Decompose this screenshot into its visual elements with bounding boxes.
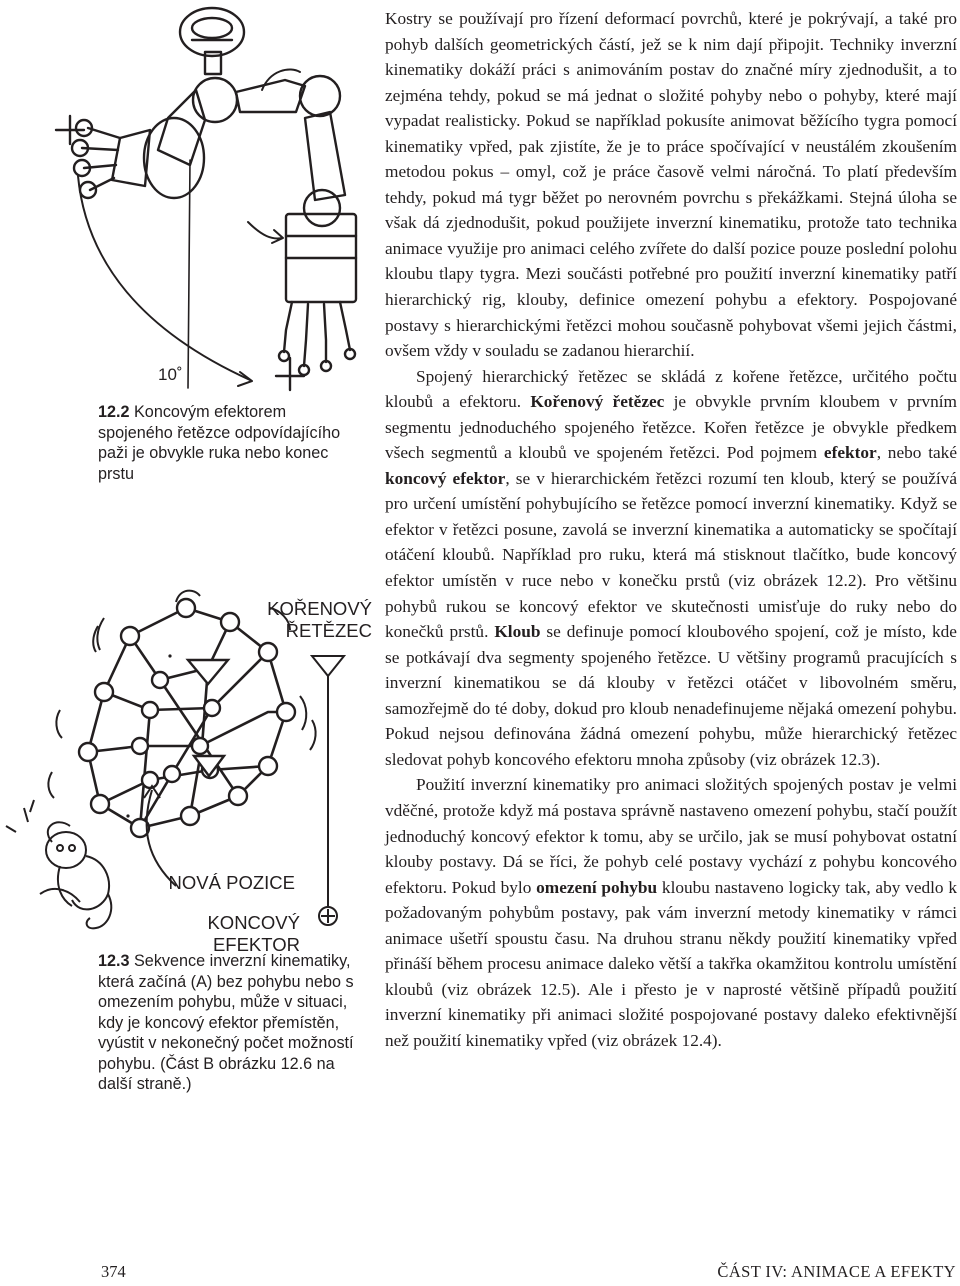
paragraph-2-text-a: Spojený hierarchický řetězec se skládá z kořene řetězce, určitého počtu kloubů a efektoru. [385,366,957,412]
paragraph-3 [385,772,957,1053]
paragraph-3-text-a: Použití inverzní kinematiky pro animaci složitých spojených postav je velmi vděčné, protože když má postava správně nastaveno omezení pohybu, stačí použít jednoduchý koncový efektor k tomu, aby se určilo, jak se musí pohybovat ostatní klouby postavy. Dá se říci, že pohyb celé postavy vychází z pohybu koncového efektoru. Pokud bylo [385,775,957,897]
caption-number: 12.2 [98,403,130,421]
paragraph-2-text-d: , nebo také [876,443,957,463]
page-number: 374 [101,1262,126,1281]
figure-12-2-caption [98,402,362,484]
paragraph-2 [385,364,957,773]
figure-column [0,0,385,1140]
figure-12-2-robot-arm [0,0,385,400]
label-new-position-text: NOVÁ POZICE [168,872,295,893]
term-end-effector: koncový efektor [385,468,506,488]
paragraph-2-text-e: , se v hierarchickém řetězci rozumí ten kloub, který se používá pro určení umístění pohybujícího se řetězce pomocí inverzní kinematiky. Když se efektor v řetězci posune, zavolá se inverzní kinematika a automaticky se spočítají otáčení kloubů. Například pro ruku, která má stisknout tlačítko, bude koncový efektor umístěn v ruce nebo v konečku prstů (viz obrázek 12.2). Pro většinu pohybů rukou se koncový efektor ve skutečnosti umisťuje do ruky nebo do konečků prstů. [385,468,957,642]
paragraph-1-text: Kostry se používají pro řízení deformací povrchů, které je pokrývají, a také pro pohyb dalších geometrických částí, jež se k nim dají připojit. Techniky inverzní kinematiky dokáží práci s animováním postav do značné míry zjednodušit, a to zejména tehdy, pokud se má jednat o složité pohyby nebo o pohyby, které mají vypadat realisticky. Pokud se například pokusíte animovat běžícího tygra pomocí kinematiky vpřed, pak zjistíte, že je to práce spočívající v neustálém zkoušením metodou pokus – omyl, což je práce časově velmi náročná. To platí především tehdy, pokud má tygr běžet po nerovném povrchu s překážkami. Stejná úloha se však dá zjednodušit, pokud použijete inverzní kinematiku, protože tato technika animace využije pro animaci celého zvířete do další pozice pouze poslední polohu kloubu tlapy tygra. Mezi součásti potřebné pro použití inverzní kinematiky patří hierarchický rig, klouby, definice omezení pohybu a efektory. Pospojované postavy s hierarchickými řetězci mohou současně pohybovat všemi jejich částmi, ovšem vždy v souladu se zadanou hierarchií. [385,9,957,361]
term-motion-limit: omezení pohybu [536,877,658,897]
label-new-position [140,872,295,894]
paragraph-2-text-c: je obvykle prvním kloubem v prvním segmentu jednoduchého spojeného řetězce. Kořen řetězce je obvykle předkem všech segmentů a kloubů ve spojeném řetězci. Pod pojmem [385,392,957,463]
term-joint: Kloub [494,622,541,642]
body-text [385,6,957,1053]
caption-text: Sekvence inverzní kinematiky, která začíná (A) bez pohybu nebo s omezením pohybu, může v situaci, kdy je koncový efektor přemístěn, vyústit v nekonečný počet možností pohybu. (Část B obrázku 12.6 na další straně.) [98,952,354,1093]
paragraph-2-text-f: se definuje pomocí kloubového spojení, což je místo, kde se potkávají dva segmenty spojeného řetězce. U většiny programů pracujících s inverzní kinematikou se dá klouby v řetězci otáčet v libovolném směru, samozřejmě do té doby, dokud pro kloub nenadefinujeme nějaká omezení pohybu. Pokud nejsou definována žádná omezení pohybu, může hierarchický řetězec sledovat pohyb koncového efektoru mnoha způsoby (viz obrázek 12.3). [385,622,957,769]
paragraph-3-text-c: kloubu nastaveno logicky tak, aby vedlo k požadovaným pohybům postavy, pak vám inverzní metody kinematiky v rámci animace ušetří spoustu času. Na druhou stranu někdy použití kinematiky vpřed přináší během procesu animace daleko větší a takřka okamžitou kontrolu umístění kloubů (viz obrázek 12.5). Ale i přesto je v naprosté většině případů použití inverzní kinematiky při animaci složité pospojované postavy daleko efektivnější než použití kinematiky vpřed (viz obrázek 12.4). [385,877,957,1050]
figure-12-3-caption [98,951,366,1095]
label-root-chain [250,598,372,642]
term-root-chain: Kořenový řetězec [530,392,665,412]
label-root-chain-text: KOŘENOVÝ ŘETĚZEC [267,598,372,641]
caption-number: 12.3 [98,952,130,970]
paragraph-1 [385,6,957,364]
part-title: ČÁST IV: ANIMACE A EFEKTY [717,1262,956,1281]
caption-text: Koncovým efektorem spojeného řetězce odpovídajícího paži je obvykle ruka nebo konec prstu [98,403,341,483]
angle-label: 10˚ [158,365,183,384]
label-end-effector [130,912,300,956]
label-end-effector-text: KONCOVÝ EFEKTOR [207,912,300,955]
term-effector: efektor [823,443,877,463]
